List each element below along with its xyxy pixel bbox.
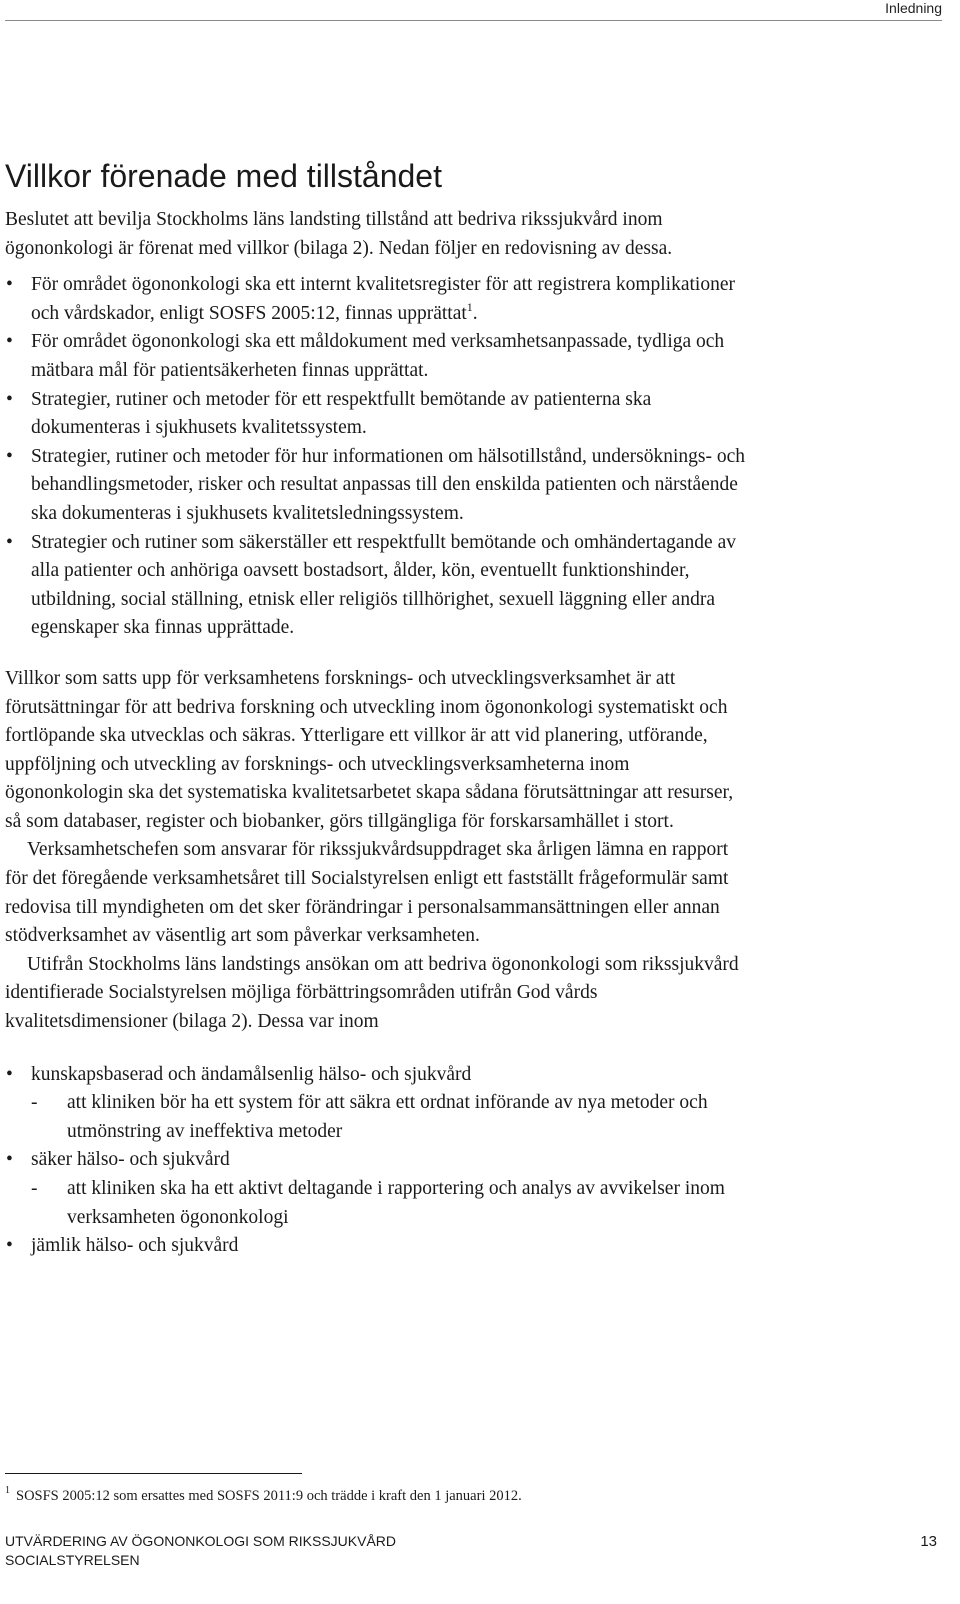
body-text (5, 206, 750, 1261)
quality-dimension-item: • säker hälso- och sjukvård (5, 1146, 750, 1175)
condition-item: • Strategier, rutiner och metoder för hur informationen om hälsotillstånd, undersöknings- och behandlingsmetoder, risker och resultat anpassas till den enskilda patienten och närstående ska dokumenteras i sjukhusets kvalitetsledningssystem. (5, 443, 750, 529)
page-content (5, 156, 750, 1261)
footnote-text: SOSFS 2005:12 som ersattes med SOSFS 2011:9 och trädde i kraft den 1 januari 2012. (16, 1488, 522, 1504)
condition-item: • Strategier, rutiner och metoder för ett respektfullt bemötande av patienterna ska dokumenteras i sjukhusets kvalitetssystem. (5, 386, 750, 443)
improvement-paragraph: Utifrån Stockholms läns landstings ansökan om att bedriva ögononkologi som rikssjukvård identifierade Socialstyrelsen möjliga förbättringsområden utifrån God vårds kvalitetsdimensioner (bilaga 2). Dessa var inom (5, 953, 739, 1033)
condition-item (5, 271, 750, 328)
condition-item: • Strategier och rutiner som säkerställer ett respektfullt bemötande och omhändertagande av alla patienter och anhöriga oavsett bostadsort, ålder, kön, eventuellt funktionshinder, utbildning, social ställning, etnisk eller religiös tillhörighet, sexuell läggning eller andra egenskaper ska finnas upprättade. (5, 529, 750, 643)
section-name: Inledning (885, 0, 942, 16)
page-number: 13 (920, 1533, 937, 1550)
condition-period: . (472, 302, 478, 324)
footnote (5, 1487, 905, 1505)
footer-publisher: SOCIALSTYRELSEN (5, 1552, 140, 1568)
footnote-divider (5, 1473, 302, 1474)
page-title: Villkor förenade med tillståndet (5, 158, 442, 194)
page-footer (5, 1532, 937, 1570)
reporting-paragraph: Verksamhetschefen som ansvarar för rikssjukvårdsuppdraget ska årligen lämna en rapport för det föregående verksamhetsåret till Socialstyrelsen enligt ett fastställt frågeformulär samt redovisa till myndigheten om det sker förändringar i personalsammansättningen eller annan stödverksamhet av väsentlig art som påverkar verksamheten. (5, 839, 729, 947)
running-header (5, 0, 942, 21)
quality-dimension-subitem: - att kliniken bör ha ett system för att säkra ett ordnat införande av nya metoder och utmönstring av ineffektiva metoder (5, 1089, 750, 1146)
condition-text: För området ögononkologi ska ett internt kvalitetsregister för att registrera komplikationer och vårdskador, enligt SOSFS 2005:12, finnas upprättat (31, 274, 735, 324)
footer-report-title: UTVÄRDERING AV ÖGONONKOLOGI SOM RIKSSJUKVÅRD (5, 1533, 397, 1549)
quality-dimension-subitem: - att kliniken ska ha ett aktivt deltagande i rapportering och analys av avvikelser inom verksamheten ögononkologi (5, 1175, 750, 1232)
footnote-number: 1 (5, 1485, 10, 1496)
condition-item: • För området ögononkologi ska ett måldokument med verksamhetsanpassade, tydliga och mätbara mål för patientsäkerheten finnas upprättat. (5, 328, 750, 385)
intro-paragraph: Beslutet att bevilja Stockholms läns landsting tillstånd att bedriva rikssjukvård inom ögononkologi är förenat med villkor (bilaga 2). Nedan följer en redovisning av dessa. (5, 209, 673, 259)
conditions-list (5, 271, 750, 643)
footnote-reference[interactable]: 1 (466, 299, 473, 314)
quality-dimension-item: • kunskapsbaserad och ändamålsenlig hälso- och sjukvård (5, 1061, 750, 1090)
research-paragraph: Villkor som satts upp för verksamhetens forsknings- och utvecklingsverksamhet är att förutsättningar för att bedriva forskning och utveckling inom ögononkologi systematiskt och fortlöpande ska utvecklas och säkras. Ytterligare ett villkor är att vid planering, utförande, uppföljning och utveckling av forsknings- och utvecklingsverksamheterna inom ögononkologin ska det systematiska kvalitetsarbetet skapa sådana förutsättningar att resurser, så som databaser, register och biobanker, görs tillgängliga för forskarsamhället i stort. (5, 667, 734, 832)
quality-dimensions-list (5, 1061, 750, 1261)
quality-dimension-item: • jämlik hälso- och sjukvård (5, 1232, 750, 1261)
